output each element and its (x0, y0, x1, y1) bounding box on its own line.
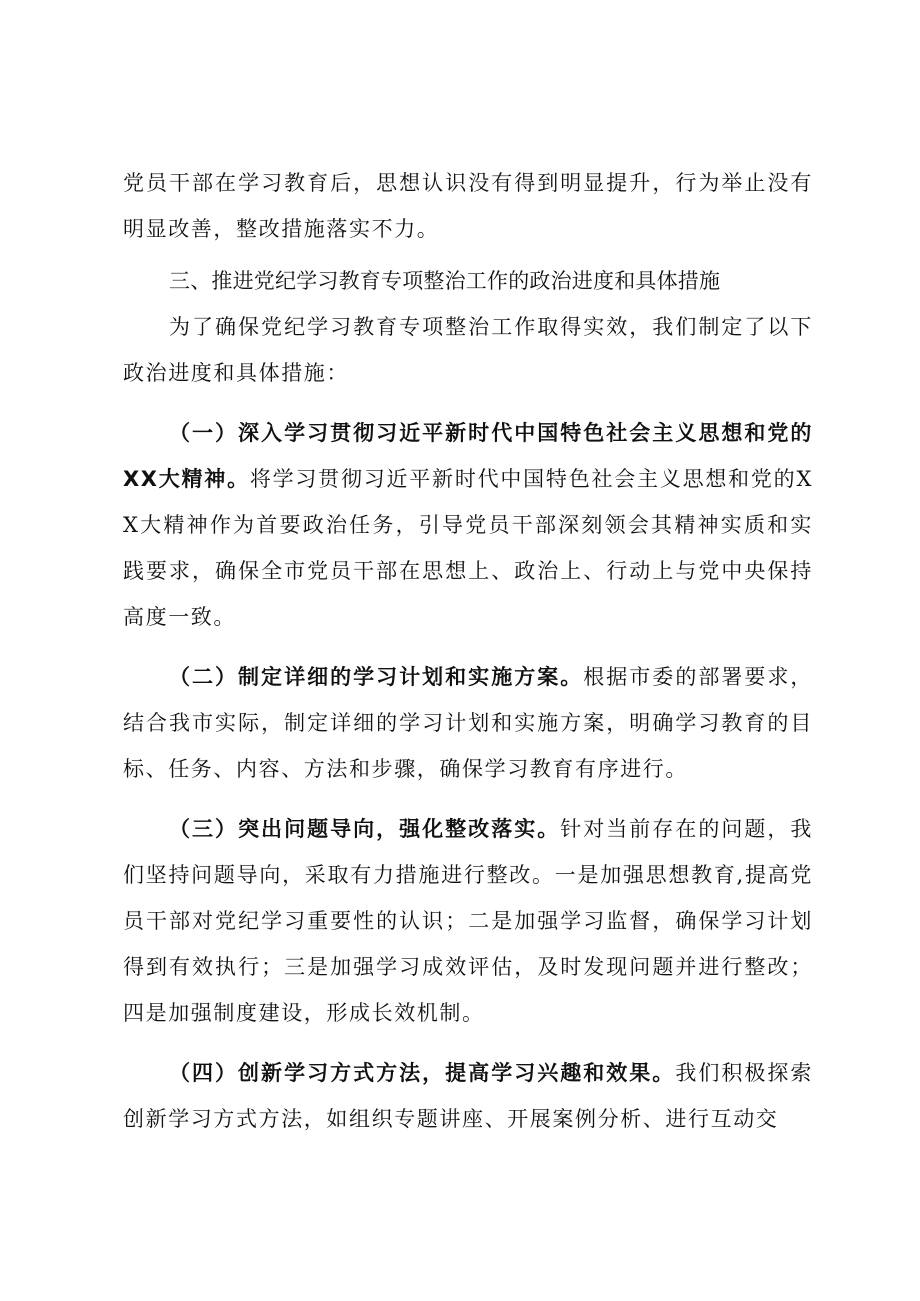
measure-lead-2: （二）制定详细的学习计划和实施方案。 (169, 665, 584, 689)
measure-body-3: 针对当前存在的问题，我们坚持问题导向，采取有力措施进行整改。一是加强思想教育,提高党员干部对党纪学习重要性的认识；二是加强学习监督，确保学习计划得到有效执行；三是加强学习成效评估，及时发现问题并进行整改；四是加强制度建设，形成长效机制。 (123, 817, 813, 1025)
section-heading: 三、推进党纪学习教育专项整治工作的政治进度和具体措施 (169, 269, 721, 293)
measure-paragraph-2 (123, 654, 813, 792)
document-body (123, 160, 813, 1142)
measure-body-1: 将学习贯彻习近平新时代中国特色社会主义思想和党的XX大精神作为首要政治任务，引导党员干部深刻领会其精神实质和实践要求，确保全市党员干部在思想上、政治上、行动上与党中央保持高度一致。 (123, 467, 813, 629)
intro-paragraph: 为了确保党纪学习教育专项整治工作取得实效，我们制定了以下政治进度和具体措施： (123, 315, 813, 385)
spacer (123, 792, 813, 806)
measure-paragraph-1 (123, 410, 813, 640)
measure-paragraph-4 (123, 1050, 813, 1142)
continuation-paragraph: 党员干部在学习教育后，思想认识没有得到明显提升，行为举止没有明显改善，整改措施落实不力。 (123, 171, 813, 241)
spacer (123, 396, 813, 410)
spacer (123, 640, 813, 654)
spacer (123, 1036, 813, 1050)
measure-paragraph-3 (123, 806, 813, 1036)
measure-body-4: 我们积极探索创新学习方式方法，如组织专题讲座、开展案例分析、进行互动交 (123, 1061, 813, 1131)
measure-lead-1: （一）深入学习贯彻习近平新时代中国特色社会主义思想和党的XX大精神。 (123, 421, 813, 491)
measure-lead-4: （四）创新学习方式方法，提高学习兴趣和效果。 (169, 1061, 676, 1085)
measure-body-2: 根据市委的部署要求，结合我市实际，制定详细的学习计划和实施方案，明确学习教育的目标、任务、内容、方法和步骤，确保学习教育有序进行。 (123, 665, 813, 781)
measure-lead-3: （三）突出问题导向，强化整改落实。 (169, 817, 561, 841)
